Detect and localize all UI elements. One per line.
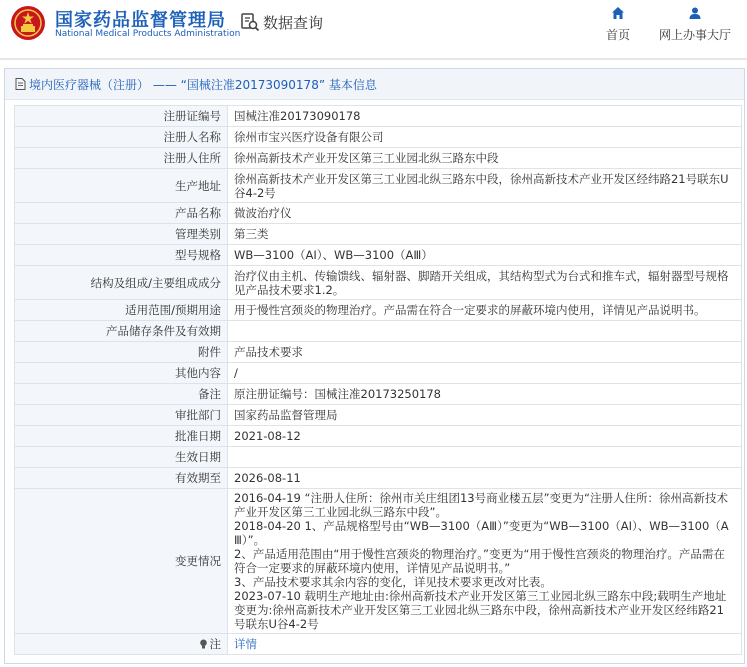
row-value: 2026-08-11 bbox=[228, 468, 742, 489]
row-value bbox=[228, 634, 742, 655]
row-value: WB—3100（AⅠ）、WB—3100（AⅢ） bbox=[228, 245, 742, 266]
data-query-link[interactable] bbox=[240, 10, 323, 34]
row-key: 适用范围/预期用途 bbox=[15, 300, 228, 321]
row-key: 附件 bbox=[15, 342, 228, 363]
note-label: 注 bbox=[209, 637, 221, 651]
detail-panel bbox=[4, 68, 745, 664]
row-value: 国械注准20173090178 bbox=[228, 106, 742, 127]
document-icon bbox=[15, 78, 26, 90]
row-value: 国家药品监督管理局 bbox=[228, 405, 742, 426]
row-key: 变更情况 bbox=[15, 489, 228, 634]
home-icon bbox=[611, 6, 625, 20]
site-header bbox=[0, 0, 747, 58]
user-icon bbox=[688, 6, 702, 20]
change-line: 2018-04-20 1、产品规格型号由“WB—3100（AⅢ）”变更为“WB—3100（AⅠ）、WB—3100（AⅢ）”。 bbox=[234, 519, 729, 547]
table-row bbox=[15, 405, 742, 426]
row-value: 微波治疗仪 bbox=[228, 203, 742, 224]
table-row bbox=[15, 169, 742, 203]
row-key: 注册人住所 bbox=[15, 148, 228, 169]
nav-online-hall-label: 网上办事大厅 bbox=[658, 28, 731, 42]
table-row bbox=[15, 203, 742, 224]
row-key: 有效期至 bbox=[15, 468, 228, 489]
row-key: 审批部门 bbox=[15, 405, 228, 426]
row-value: 2021-08-12 bbox=[228, 426, 742, 447]
nav-home[interactable] bbox=[601, 6, 635, 43]
row-value: 徐州高新技术产业开发区第三工业园北纵三路东中段 bbox=[228, 148, 742, 169]
table-row bbox=[15, 224, 742, 245]
row-key: 生产地址 bbox=[15, 169, 228, 203]
table-row bbox=[15, 266, 742, 300]
table-row-changes bbox=[15, 489, 742, 634]
change-line: 2023-07-10 载明生产地址由:徐州高新技术产业开发区第三工业园北纵三路东中段;载明生产地址变更为:徐州高新技术产业开发区第三工业园北纵三路东中段，徐州高新技术产业开发区经纬路21号联东U谷4-2号 bbox=[234, 589, 727, 631]
row-value bbox=[228, 447, 742, 468]
row-key: 结构及组成/主要组成成分 bbox=[15, 266, 228, 300]
row-key: 产品名称 bbox=[15, 203, 228, 224]
table-row bbox=[15, 363, 742, 384]
row-value: 用于慢性宫颈炎的物理治疗。产品需在符合一定要求的屏蔽环境内使用，详情见产品说明书。 bbox=[228, 300, 742, 321]
row-key: 批准日期 bbox=[15, 426, 228, 447]
info-table bbox=[14, 105, 742, 655]
table-row bbox=[15, 127, 742, 148]
row-key: 其他内容 bbox=[15, 363, 228, 384]
table-row bbox=[15, 426, 742, 447]
table-row bbox=[15, 300, 742, 321]
nav-home-label: 首页 bbox=[605, 28, 630, 42]
row-value: 原注册证编号：国械注准20173250178 bbox=[228, 384, 742, 405]
search-document-icon bbox=[240, 12, 260, 32]
panel-title-bar bbox=[5, 69, 744, 100]
table-row bbox=[15, 321, 742, 342]
header-divider bbox=[0, 58, 747, 60]
national-emblem-icon bbox=[10, 5, 46, 41]
data-query-label: 数据查询 bbox=[263, 13, 324, 32]
table-row bbox=[15, 106, 742, 127]
change-line: 2、产品适用范围由“用于慢性宫颈炎的物理治疗。”变更为“用于慢性宫颈炎的物理治疗。产品需在符合一定要求的屏蔽环境内使用，详情见产品说明书。” bbox=[234, 547, 725, 575]
panel-title: 境内医疗器械（注册） —— “国械注准20173090178” 基本信息 bbox=[29, 77, 377, 92]
row-value: 第三类 bbox=[228, 224, 742, 245]
table-row bbox=[15, 384, 742, 405]
site-logo-title[interactable]: 国家药品监督管理局 bbox=[55, 10, 226, 31]
table-row bbox=[15, 148, 742, 169]
table-row bbox=[15, 468, 742, 489]
detail-link[interactable]: 详情 bbox=[234, 637, 257, 651]
row-value bbox=[228, 321, 742, 342]
row-value: 徐州市宝兴医疗设备有限公司 bbox=[228, 127, 742, 148]
row-key: 注册人名称 bbox=[15, 127, 228, 148]
table-row bbox=[15, 342, 742, 363]
row-key: 管理类别 bbox=[15, 224, 228, 245]
lightbulb-icon bbox=[199, 639, 208, 649]
nav-online-hall[interactable] bbox=[655, 6, 735, 43]
change-history bbox=[228, 489, 742, 634]
table-row bbox=[15, 245, 742, 266]
row-value: 治疗仪由主机、传输馈线、辐射器、脚踏开关组成，其结构型式为台式和推车式，辐射器型号规格见产品技术要求1.2。 bbox=[228, 266, 742, 300]
row-key: 备注 bbox=[15, 384, 228, 405]
row-value: 产品技术要求 bbox=[228, 342, 742, 363]
table-row-note bbox=[15, 634, 742, 655]
change-line: 2016-04-19 “注册人住所：徐州市关庄组团13号商业楼五层”变更为“注册人住所：徐州高新技术产业开发区第三工业园北纵三路东中段”。 bbox=[234, 491, 728, 519]
row-key: 产品储存条件及有效期 bbox=[15, 321, 228, 342]
row-key: 生效日期 bbox=[15, 447, 228, 468]
row-key: 型号规格 bbox=[15, 245, 228, 266]
change-line: 3、产品技术要求其余内容的变化，详见技术要求更改对比表。 bbox=[234, 575, 552, 589]
row-value: / bbox=[228, 363, 742, 384]
site-logo-subtitle: National Medical Products Administration bbox=[55, 29, 241, 39]
row-key-note bbox=[15, 634, 228, 655]
row-value: 徐州高新技术产业开发区第三工业园北纵三路东中段，徐州高新技术产业开发区经纬路21号联东U谷4-2号 bbox=[228, 169, 742, 203]
row-key: 注册证编号 bbox=[15, 106, 228, 127]
table-row bbox=[15, 447, 742, 468]
